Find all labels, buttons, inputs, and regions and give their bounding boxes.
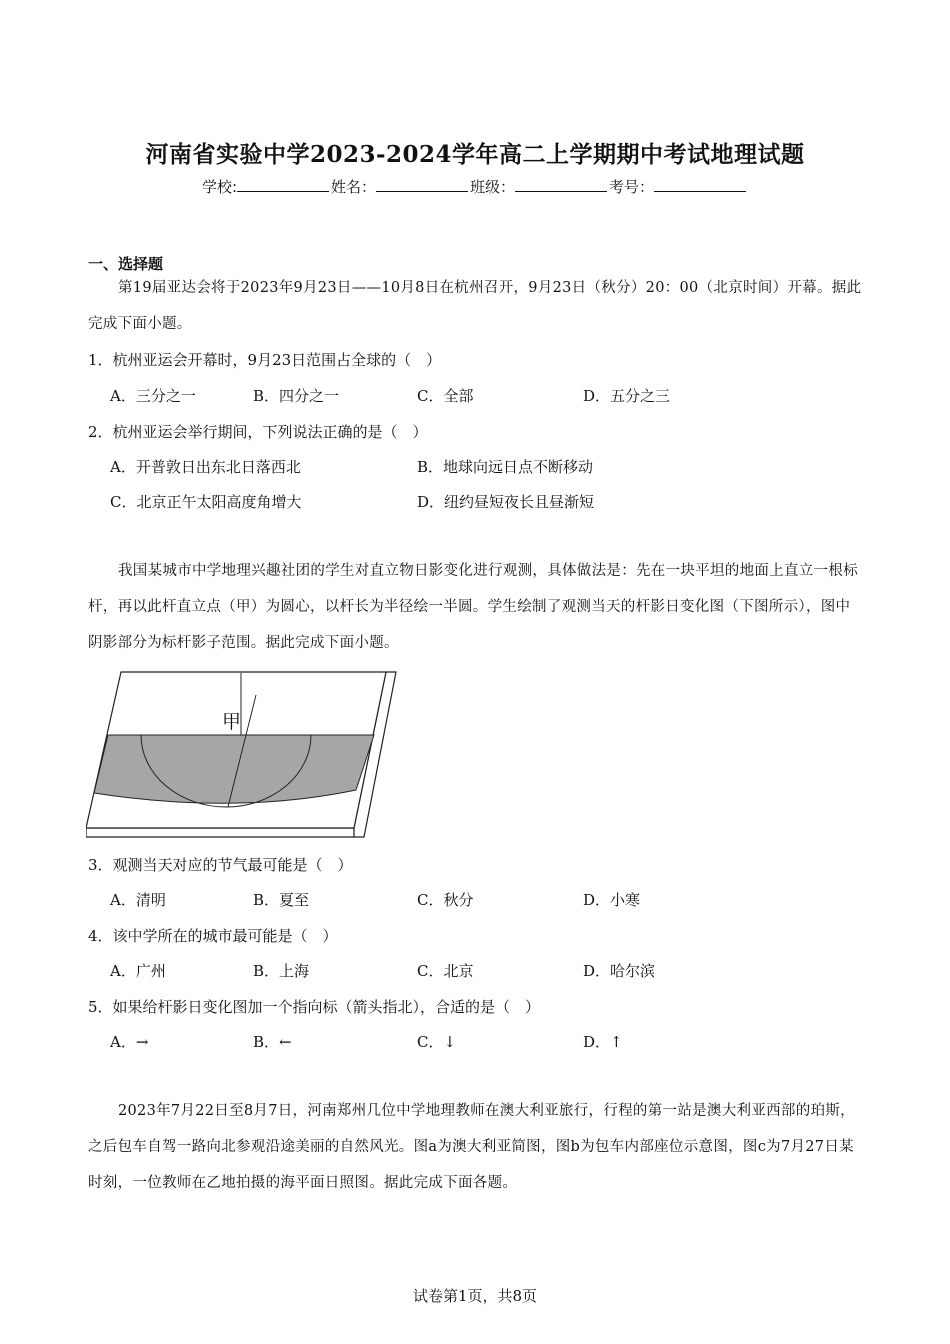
question-1-option-b[interactable]: B．四分之一 <box>253 387 340 405</box>
page-title: 河南省实验中学2023-2024学年高二上学期期中考试地理试题 <box>145 141 805 168</box>
question-1-stem: 1．杭州亚运会开幕时，9月23日范围占全球的（ ） <box>88 351 442 369</box>
question-1-option-a[interactable]: A．三分之一 <box>110 387 196 405</box>
passage-2: 我国某城市中学地理兴趣社团的学生对直立物日影变化进行观测，具体做法是：先在一块平坦的地面上直立一根标杆，再以此杆直立点（甲）为圆心，以杆长为半径绘一半圆。学生绘制了观测当天的杆影日变化图（下图所示），图中阴影部分为标杆影子范围。据此完成下面小题。 <box>88 563 858 651</box>
question-2-option-d[interactable]: D．纽约昼短夜长且昼渐短 <box>417 493 595 511</box>
question-5-option-b[interactable]: B．← <box>253 1033 292 1051</box>
pole-shadow-figure <box>86 665 401 840</box>
question-3-option-c[interactable]: C．秋分 <box>417 891 474 909</box>
question-4-option-a[interactable]: A．广州 <box>110 962 166 980</box>
page-footer: 试卷第1页，共8页 <box>412 1287 538 1305</box>
question-4-option-d[interactable]: D．哈尔滨 <box>583 962 656 980</box>
question-2-option-b[interactable]: B．地球向远日点不断移动 <box>417 458 594 476</box>
question-2-option-a[interactable]: A．开普敦日出东北日落西北 <box>110 458 301 476</box>
question-5-option-a[interactable]: A．→ <box>110 1033 149 1051</box>
question-2-option-c[interactable]: C．北京正午太阳高度角增大 <box>110 493 302 511</box>
number-blank[interactable] <box>654 177 746 192</box>
passage-3: 2023年7月22日至8月7日，河南郑州几位中学地理教师在澳大利亚旅行，行程的第一站是澳大利亚西部的珀斯，之后包车自驾一路向北参观沿途美丽的自然风光。图a为澳大利亚简图，图b为包车内部座位示意图，图c为7月27日某时刻，一位教师在乙地拍摄的海平面日照图。据此完成下面各题。 <box>88 1103 855 1191</box>
number-label: 考号： <box>609 178 655 196</box>
question-1-option-d[interactable]: D．五分之三 <box>583 387 671 405</box>
question-4-option-b[interactable]: B．上海 <box>253 962 310 980</box>
name-label: 姓名： <box>331 178 377 196</box>
question-3-option-a[interactable]: A．清明 <box>110 891 166 909</box>
class-blank[interactable] <box>515 177 607 192</box>
question-4-option-c[interactable]: C．北京 <box>417 962 474 980</box>
class-label: 班级： <box>470 178 516 196</box>
student-info-line <box>0 176 950 197</box>
school-blank[interactable] <box>237 177 329 192</box>
question-3-option-b[interactable]: B．夏至 <box>253 891 310 909</box>
question-4-stem: 4．该中学所在的城市最可能是（ ） <box>88 927 338 945</box>
section-heading: 一、选择题 <box>88 255 164 273</box>
question-5-option-c[interactable]: C．↓ <box>417 1033 457 1051</box>
board-front-edge <box>86 828 354 837</box>
question-1-option-c[interactable]: C．全部 <box>417 387 474 405</box>
passage-1: 第19届亚达会将于2023年9月23日——10月8日在杭州召开，9月23日（秋分）20：00（北京时间）开幕。据此完成下面小题。 <box>88 280 862 332</box>
point-jia-label: 甲 <box>222 711 242 733</box>
school-label: 学校: <box>201 178 237 196</box>
question-3-option-d[interactable]: D．小寒 <box>583 891 641 909</box>
question-5-stem: 5．如果给杆影日变化图加一个指向标（箭头指北），合适的是（ ） <box>88 998 541 1016</box>
name-blank[interactable] <box>376 177 468 192</box>
question-2-stem: 2．杭州亚运会举行期间，下列说法正确的是（ ） <box>88 423 428 441</box>
question-3-stem: 3．观测当天对应的节气最可能是（ ） <box>88 856 353 874</box>
shadow-region <box>94 735 374 803</box>
question-5-option-d[interactable]: D．↑ <box>583 1033 623 1051</box>
